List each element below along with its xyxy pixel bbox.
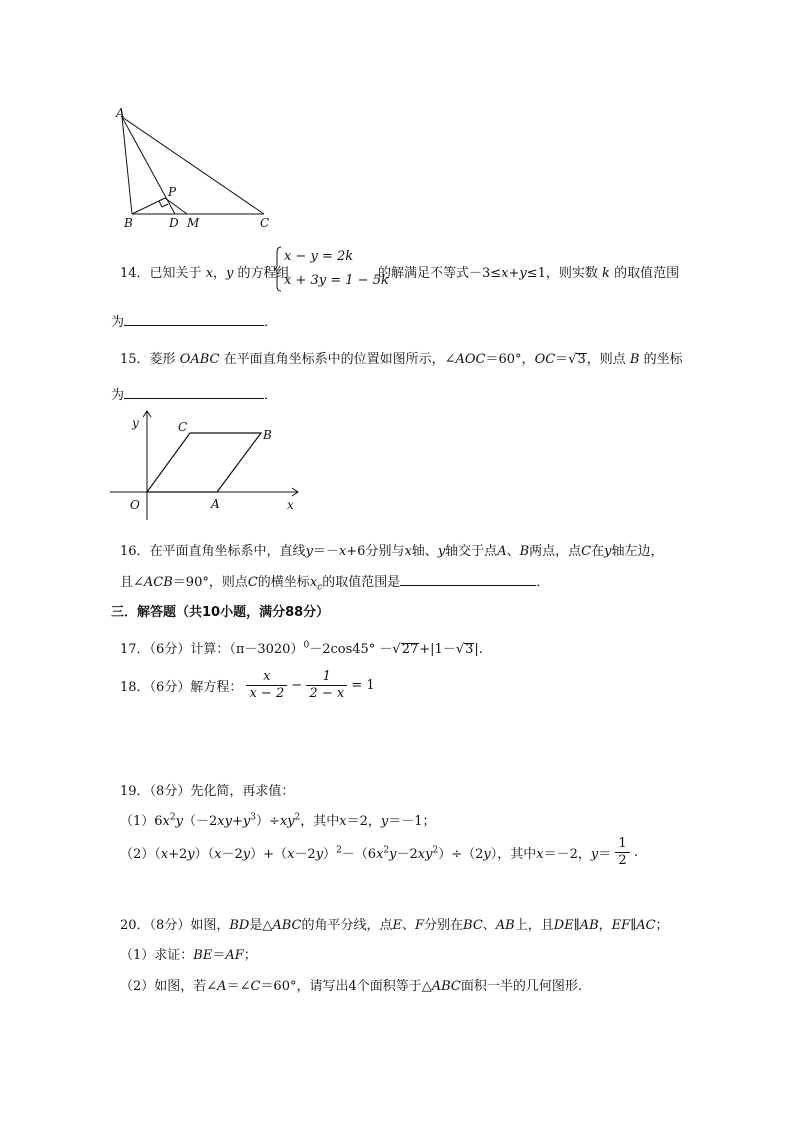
brace-icon (274, 246, 282, 292)
label-b: B (263, 428, 272, 442)
answer-blank-15[interactable] (124, 386, 264, 399)
segment-pm (165, 198, 187, 214)
label-b: B (124, 216, 133, 230)
label-a: A (211, 497, 220, 511)
q19-part-2: $(2)(x+2y)(x-2y)+(x-2y)^2-(6x^2y-2xy^2)\div(2y)$，其中x＝－2，y＝ $\frac{1}{2}$ . (120, 836, 638, 868)
q14-number: 14． (120, 266, 150, 281)
label-a: A (116, 106, 125, 120)
sqrt-3: 3 (465, 642, 474, 657)
label-c: C (178, 420, 188, 434)
question-17: 17．（6分）计算：$(\pi-3020)^0-2\cos 45^\circ -√27+|1-√3|$. (120, 640, 483, 657)
sqrt-27: 27 (401, 642, 419, 657)
segment-ac (122, 117, 264, 214)
question-18: 18．（6分）解方程： $\frac{x}{x - 2}$ − $\frac{1}{2 - x}$ = 1 (120, 669, 375, 701)
answer-blank-14[interactable] (124, 313, 264, 326)
q19-part-1: $(1)6x^2y(-2xy+y^3)\div xy^2$，其中x＝2，y＝－1； (120, 812, 436, 829)
fraction-2: $\frac{1}{2 - x}$ (306, 669, 347, 702)
sqrt-3: 3 (577, 352, 586, 367)
segment-bp (132, 198, 165, 214)
answer-blank-16[interactable] (400, 573, 536, 586)
equation-1: x − y = 2k (284, 249, 354, 264)
triangle-figure (110, 100, 290, 235)
label-x: x (287, 498, 294, 512)
label-p: P (168, 185, 177, 199)
rhombus-figure (110, 405, 310, 520)
label-o: O (130, 498, 140, 512)
q19-number: 19． (120, 784, 150, 799)
right-angle-mark (159, 201, 168, 207)
label-m: M (187, 216, 200, 230)
q20-number: 20． (120, 918, 150, 933)
q15-number: 15． (120, 352, 150, 367)
label-d: D (169, 216, 179, 230)
q20-part-2: （2）如图，若∠A＝∠C＝60°，请写出4个面积等于△ABC面积一半的几何图形. (120, 979, 583, 994)
label-y: y (132, 416, 139, 430)
label-c: C (260, 216, 270, 230)
fraction-1: $\frac{x}{x - 2}$ (246, 669, 287, 702)
q18-number: 18． (120, 680, 150, 695)
fraction-one-half: $\frac{1}{2}$ (615, 836, 629, 869)
equation-2: x + 3y = 1 − 5k (284, 273, 389, 288)
q16-number: 16． (120, 544, 150, 559)
q20-part-1: （1）求证：BE＝AF； (120, 948, 257, 963)
section-heading: 三．解答题（共10小题，满分88分） (111, 605, 330, 620)
rhombus-oabc (147, 433, 261, 492)
q17-number: 17． (120, 642, 150, 657)
